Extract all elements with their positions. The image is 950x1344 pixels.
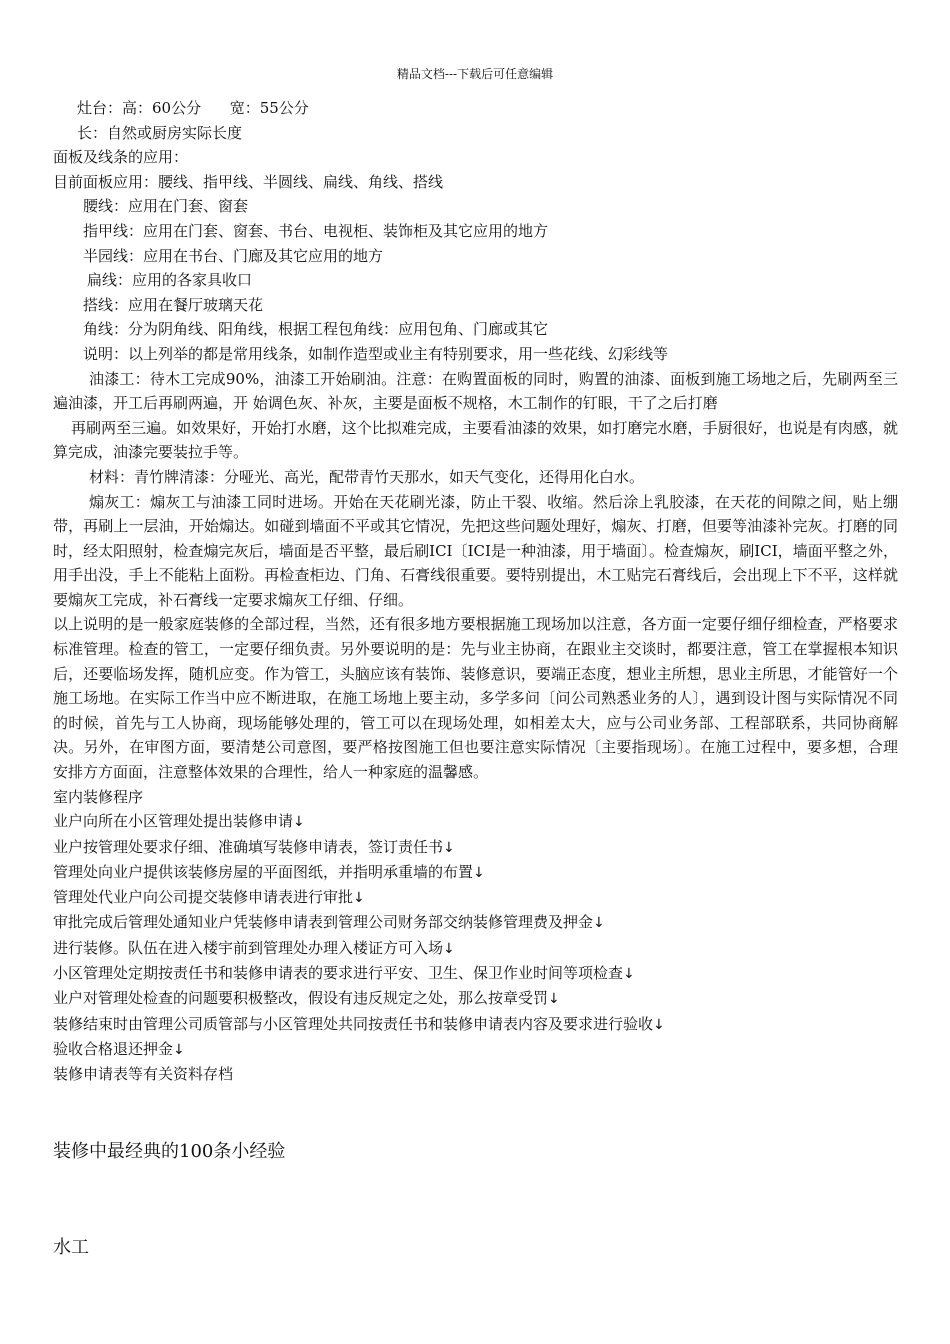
corner-line-usage: 角线：分为阴角线、阳角线，根据工程包角线：应用包角、门廊或其它 xyxy=(83,320,549,339)
procedure-steps xyxy=(53,809,898,1062)
nail-line-usage: 指甲线：应用在门套、窗套、书台、电视柜、装饰柜及其它应用的地方 xyxy=(83,221,549,240)
stove-dimensions: 灶台：高：60公分 宽：55公分 xyxy=(77,99,309,117)
tips-heading: 装修中最经典的100条小经验 xyxy=(53,1141,286,1162)
procedure-step-text: 业户按管理处要求仔细、准确填写装修申请表，签订责任书 xyxy=(53,837,444,856)
paint-work-continued: 再刷两至三遍。如效果好，开始打水磨，这个比拟难完成，主要看油漆的效果，如打磨完水磨，手厨很好，也说是有肉感，就算完成，油漆完要装拉手等。 xyxy=(53,418,898,462)
waist-line-usage: 腰线：应用在门套、窗套 xyxy=(83,197,249,216)
panel-current-usage: 目前面板应用：腰线、指甲线、半圆线、扁线、角线、搭线 xyxy=(53,172,444,191)
procedure-step-text: 审批完成后管理处通知业户凭装修申请表到管理公司财务部交纳装修管理费及押金 xyxy=(53,913,594,932)
procedure-title: 室内装修程序 xyxy=(53,787,144,806)
procedure-step xyxy=(53,961,898,986)
procedure-step xyxy=(53,986,898,1011)
procedure-step-text: 进行装修。队伍在进入楼宇前到管理处办理入楼证方可入场 xyxy=(53,938,444,957)
procedure-step xyxy=(53,1037,898,1062)
procedure-step-text: 验收合格退还押金 xyxy=(53,1039,174,1058)
lap-line-usage: 搭线：应用在餐厅玻璃天花 xyxy=(83,295,264,314)
down-arrow-icon: ↓ xyxy=(593,915,605,932)
procedure-step xyxy=(53,936,898,961)
procedure-step xyxy=(53,910,898,935)
procedure-step xyxy=(53,835,898,860)
down-arrow-icon: ↓ xyxy=(623,966,635,982)
plaster-work-paragraph: 煽灰工：煽灰工与油漆工同时进场。开始在天花刷光漆，防止干裂、收缩。然后涂上乳胶漆，在天花的间隙之间，贴上绷带，再刷上一层油，开始煽达。如碰到墙面不平或其它情况，先把这些问题处理好，煽灰、打磨，但要等油漆补完灰。打磨的同时，经太阳照射，检查煽完灰后，墙面是否平整，最后刷ICI〔ICI是一种油漆，用于墙面〕。检查煽灰，刷ICI，墙面平整之外，用手出没，手上不能粘上面粉。再检查柜边、门角、石膏线很重要。要特别提出，木工贴完石膏线后，会出现上下不平，这样就要煽灰工完成，补石膏线一定要求煽灰工仔细、仔细。 xyxy=(53,492,898,609)
page-header: 精品文档---下载后可任意编辑 xyxy=(396,67,554,81)
procedure-step-text: 管理处代业户向公司提交装修申请表进行审批 xyxy=(53,888,354,907)
down-arrow-icon: ↓ xyxy=(293,814,305,831)
document-body xyxy=(53,96,898,1087)
summary-paragraph: 以上说明的是一般家庭装修的全部过程，当然，还有很多地方要根据施工现场加以注意，各方面一定要仔细仔细检查，严格要求标准管理。检查的管工，一定要仔细负责。另外要说明的是：先与业主协商，在跟业主交谈时，都要注意，管工在掌握根本知识后，还要临场发挥，随机应变。作为管工，头脑应该有装饰、装修意识，要端正态度，想业主所想，思业主所思，才能管好一个施工场地。在实际工作当中应不断进取，在施工场地上要主动，多学多问〔问公司熟悉业务的人〕，遇到设计图与实际情况不同的时候，首先与工人协商，现场能够处理的，管工可以在现场处理，如相差太大，应与公司业务部、工程部联系，共同协商解决。另外，在审图方面，要清楚公司意图，要严格按图施工但也要注意实际情况〔主要指现场〕。在施工过程中，要多想，合理安排方方面面，注意整体效果的合理性，给人一种家庭的温馨感。 xyxy=(53,615,898,782)
procedure-step-text: 小区管理处定期按责任书和装修申请表的要求进行平安、卫生、保卫作业时间等项检查 xyxy=(53,964,624,982)
procedure-step xyxy=(53,1012,898,1037)
paint-work-paragraph: 油漆工：待木工完成90%，油漆工开始刷油。注意：在购置面板的同时，购置的油漆、面板到施工场地之后，先刷两至三遍油漆，开工后再刷两遍，开 始调色灰、补灰，主要是面板不规格，木工制作的钉眼，干了之后打磨 xyxy=(53,369,898,413)
down-arrow-icon: ↓ xyxy=(173,1041,185,1058)
procedure-step-text: 业户对管理处检查的问题要积极整改，假设有违反规定之处，那么按章受罚 xyxy=(53,989,549,1008)
stove-length: 长：自然或厨房实际长度 xyxy=(77,123,243,142)
procedure-step-text: 装修结束时由管理公司质管部与小区管理处共同按责任书和装修申请表内容及要求进行验收 xyxy=(53,1014,654,1033)
panel-section-title: 面板及线条的应用： xyxy=(53,148,189,167)
half-round-line-usage: 半园线：应用在书台、门廊及其它应用的地方 xyxy=(83,246,384,265)
plumber-heading: 水工 xyxy=(53,1237,89,1258)
down-arrow-icon: ↓ xyxy=(353,890,365,907)
procedure-last-step: 装修申请表等有关资料存档 xyxy=(53,1065,234,1084)
material-paragraph: 材料：青竹牌清漆：分哑光、高光，配带青竹天那水，如天气变化，还得用化白水。 xyxy=(89,467,645,486)
down-arrow-icon: ↓ xyxy=(443,839,455,856)
procedure-step xyxy=(53,885,898,910)
procedure-step-text: 管理处向业户提供该装修房屋的平面图纸，并指明承重墙的布置 xyxy=(53,862,474,881)
procedure-step xyxy=(53,809,898,834)
flat-line-usage: 扁线：应用的各家具收口 xyxy=(87,271,253,290)
down-arrow-icon: ↓ xyxy=(548,991,560,1008)
procedure-step xyxy=(53,860,898,885)
line-note: 说明：以上列举的都是常用线条，如制作造型或业主有特别要求，用一些花线、幻彩线等 xyxy=(83,344,669,363)
down-arrow-icon: ↓ xyxy=(473,864,485,881)
procedure-step-text: 业户向所在小区管理处提出装修申请 xyxy=(53,812,294,831)
down-arrow-icon: ↓ xyxy=(653,1016,665,1033)
down-arrow-icon: ↓ xyxy=(443,940,455,957)
